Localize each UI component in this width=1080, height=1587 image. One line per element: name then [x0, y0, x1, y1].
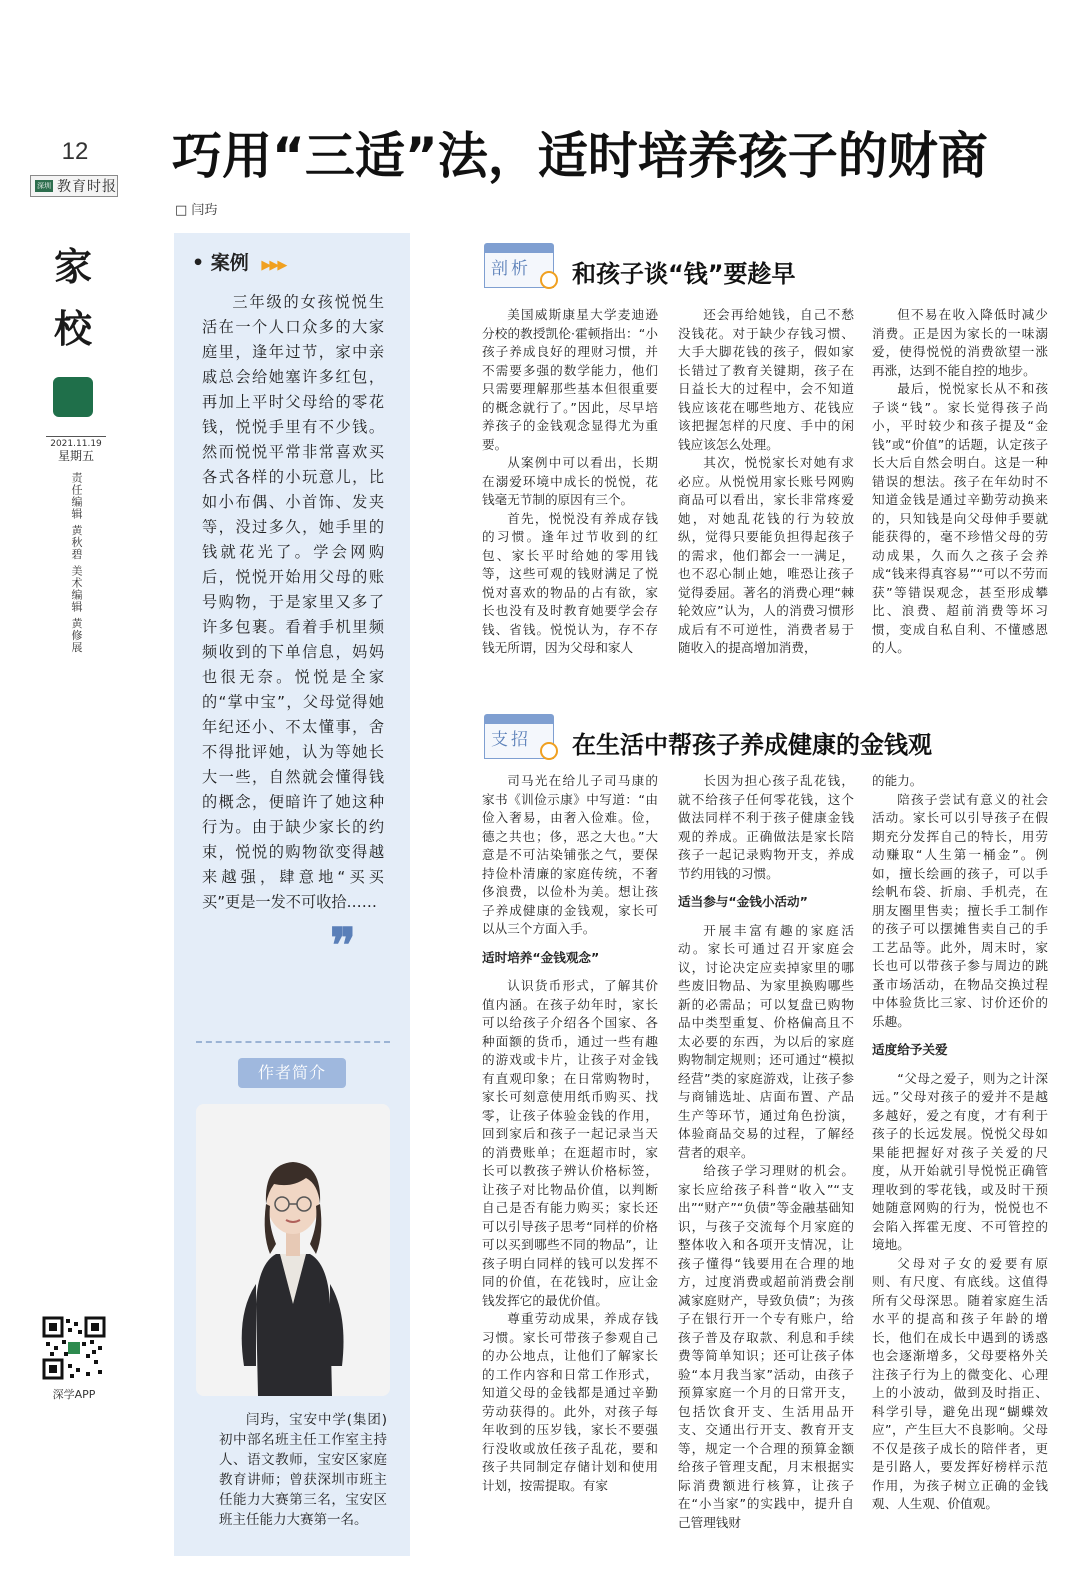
paragraph: “父母之爱子，则为之计深远。”父母对孩子的爱并不是越多越好，爱之有度，才有利于孩子的长远发展。悦悦父母如果能把握好对孩子关爱的尺度，从开始就引导悦悦正确管理收到的零花钱，或及时干预她随意网购的行为，悦悦也不会陷入挥霍无度、不可管控的境地。	[872, 1070, 1048, 1252]
section1-column-1	[482, 306, 658, 658]
case-header	[192, 248, 285, 275]
qr-code-icon[interactable]	[42, 1316, 106, 1380]
paragraph: 美国威斯康星大学麦迪逊分校的教授凯伦·霍顿指出：“小孩子养成良好的理财习惯，并不需要多强的数学能力，他们只需要理解那些基本但很重要的概念就行了。”因此，尽早培养孩子的金钱观念显得尤为重要。	[482, 307, 658, 452]
paragraph: 父母对子女的爱要有原则、有尺度、有底线。这值得所有父母深思。随着家庭生活水平的提高和孩子年龄的增长，他们在成长中遇到的诱惑也会逐渐增多，父母要格外关注孩子行为上的微变化、心理上的小波动，做到及时指正、科学引导，避免出现“蝴蝶效应”，产生巨大不良影响。父母不仅是孩子成长的陪伴者，更是引路人，要发挥好榜样示范作用，为孩子树立正确的金钱观、人生观、价值观。	[872, 1255, 1048, 1511]
author-photo	[196, 1104, 390, 1396]
author-badge: 作者简介	[238, 1058, 346, 1088]
paragraph: 最后，悦悦家长从不和孩子谈“钱”。家长觉得孩子尚小，平时较少和孩子提及“金钱”或“价值”的话题，认定孩子长大后自然会明白。这是一种错误的想法。孩子在年幼时不知道金钱是通过辛勤劳动换来的，只知钱是向父母伸手要就能获得的，毫不珍惜父母的劳动成果，久而久之孩子会养成“钱来得真容易”“可以不劳而获”等错误观念，甚至形成攀比、浪费、超前消费等坏习惯，变成自私自利、不懂感恩的人。	[872, 381, 1048, 655]
editor-credits: 责任编辑 黄秋碧 美术编辑 黄修展	[70, 472, 83, 654]
paragraph: 长因为担心孩子乱花钱，就不给孩子任何零花钱，这个做法同样不利于孩子健康金钱观的养成。正确做法是家长陪孩子一起记录购物开支，养成节约用钱的习惯。	[678, 773, 854, 881]
arrows-icon: ▶▶▶	[261, 258, 286, 273]
paragraph: 陪孩子尝试有意义的社会活动。家长可以引导孩子在假期充分发挥自己的特长，用劳动赚取“人生第一桶金”。例如，擅长绘画的孩子，可以手绘帆布袋、折扇、手机壳，在朋友圈里售卖；擅长手工制作的孩子可以摆摊售卖自己的手工艺品等。此外，周末时，家长也可以带孩子参与周边的跳蚤市场活动，在物品交换过程中体验货比三家、讨价还价的乐趣。	[872, 791, 1048, 1029]
paragraph: 尊重劳动成果，养成存钱习惯。家长可带孩子参观自己的办公地点，让他们了解家长的工作内容和日常工作形式，知道父母的金钱都是通过辛勤劳动获得的。此外，对孩子每年收到的压岁钱，家长不要强行没收或放任孩子乱花，要和孩子共同制定存储计划和使用计划，按需提取。有家	[482, 1311, 658, 1493]
section-char-2: 校	[53, 306, 92, 351]
paragraph: 还会再给她钱，自己不愁没钱花。对于缺少存钱习惯、大手大脚花钱的孩子，假如家长错过了教育关键期，孩子在日益长大的过程中，会不知道钱应该花在哪些地方、花钱应该把握怎样的尺度、手中的闲钱应该怎么处理。	[678, 307, 854, 452]
paragraph: 给孩子学习理财的机会。家长应给孩子科普“收入”“支出”“财产”“负债”等金融基础知识，与孩子交流每个月家庭的整体收入和各项开支情况，让孩子懂得“钱要用在合理的地方，过度消费或超前消费会削减家庭财产，导致负债”；为孩子在银行开一个专有账户，给孩子普及存取款、利息和手续费等简单知识；还可让孩子体验“本月我当家”活动，由孩子预算家庭一个月的日常开支，包括饮食开支、生活用品开支、交通出行开支、教育开支等，规定一个合理的预算金额给孩子管理支配，月末根据实际消费额进行核算，让孩子在“小当家”的实践中，提升自己管理钱财	[678, 1163, 854, 1530]
magnifier-icon	[540, 742, 558, 760]
paragraph: 但不易在收入降低时减少消费。正是因为家长的一味溺爱，使得悦悦的消费欲望一涨再涨，达到不能自控的地步。	[872, 307, 1048, 378]
masthead-tag: 深圳	[37, 182, 51, 190]
tips-badge	[484, 714, 558, 762]
issue-date: 2021.11.19	[46, 436, 106, 449]
section2-column-2	[678, 772, 854, 1532]
newspaper-masthead	[30, 175, 118, 197]
page-number: 12	[61, 138, 89, 165]
section-color-block	[53, 377, 93, 417]
bullet-icon: •	[192, 252, 205, 274]
section1-column-2	[678, 306, 854, 658]
issue-weekday: 星期五	[57, 449, 94, 463]
paragraph: 认识货币形式，了解其价值内涵。在孩子幼年时，家长可以给孩子介绍各个国家、各种面额的货币，通过一些有趣的游戏或卡片，让孩子对金钱有直观印象；在日常购物时，家长可刻意使用纸币购买、找零，让孩子体验金钱的作用，回到家后和孩子一起记录当天的消费账单；在逛超市时，家长可以教孩子辨认价格标签，让孩子对比物品价值，以判断自己是否有能力购买；家长还可以引导孩子思考“同样的价格可以买到哪些不同的物品”，让孩子明白同样的钱可以发挥不同的价值，在花钱时，应让金钱发挥它的最优价值。	[482, 978, 658, 1308]
author-bio: 闫玙，宝安中学(集团)初中部名班主任工作室主持人、语文教师，宝安区家庭教育讲师；曾获深圳市班主任能力大赛第三名，宝安区班主任能力大赛第一名。	[219, 1412, 387, 1528]
qr-label: 深学APP	[52, 1388, 96, 1401]
paragraph: 其次，悦悦家长对她有求必应。从悦悦用家长账号网购商品可以看出，家长非常疼爱她，对她乱花钱的行为较放纵，觉得只要能负担得起孩子的需求，他们都会一一满足，也不忍心制止她，唯恐让孩子觉得委屈。著名的消费心理“棘轮效应”认为，人的消费习惯形成后有不可逆性，消费者易于随收入的提高增加消费，	[678, 455, 854, 655]
section2-column-3	[872, 772, 1048, 1514]
subheading: 适度给予关爱	[872, 1042, 948, 1057]
paragraph: 首先，悦悦没有养成存钱的习惯。逢年过节收到的红包、家长平时给她的零用钱等，这些可观的钱财满足了悦悦对喜欢的物品的占有欲，家长也没有及时教育她要学会存钱、省钱。悦悦认为，存不存钱无所谓，因为父母和家人	[482, 510, 658, 655]
subheading: 适时培养“金钱观念”	[482, 949, 600, 965]
section2-title: 在生活中帮孩子养成健康的金钱观	[572, 731, 932, 759]
quote-icon: ❞	[330, 918, 356, 974]
paragraph: 司马光在给儿子司马康的家书《训俭示康》中写道：“由俭入奢易，由奢入俭难。俭，德之共也；侈，恶之大也。”大意是不可沾染铺张之气，要保持俭朴清廉的家庭传统，不奢侈浪费，以俭朴为美。想让孩子养成健康的金钱观，家长可以从三个方面入手。	[482, 773, 658, 936]
masthead-name: 教育时报	[57, 179, 117, 195]
subheading: 适当参与“金钱小活动”	[678, 894, 808, 909]
byline: □ 闫玙	[175, 203, 218, 218]
paragraph: 开展丰富有趣的家庭活动。家长可通过召开家庭会议，讨论决定应卖掉家里的哪些废旧物品、为家里换购哪些新的必需品；可以复盘已购物品中类型重复、价格偏高且不太必要的东西，为以后的家庭购物制定规则；还可通过“模拟经营”类的家庭游戏，让孩子参与商铺选址、店面布置、产品生产等环节，通过角色扮演，体验商品交易的过程，了解经营者的艰辛。	[678, 922, 854, 1160]
section2-column-1	[482, 772, 658, 1495]
tips-badge-label: 支招	[484, 723, 554, 759]
analysis-badge-label: 剖析	[484, 252, 554, 288]
case-label: 案例	[210, 252, 249, 274]
paragraph: 的能力。	[872, 773, 923, 788]
magnifier-icon	[540, 271, 558, 289]
analysis-badge	[484, 243, 558, 291]
paragraph: 从案例中可以看出，长期在溺爱环境中成长的悦悦，花钱毫无节制的原因有三个。	[482, 455, 658, 507]
article-headline: 巧用“三适”法，适时培养孩子的财商	[172, 127, 988, 185]
divider	[196, 1041, 390, 1043]
section-char-1: 家	[53, 244, 92, 289]
case-story: 三年级的女孩悦悦生活在一个人口众多的大家庭里，逢年过节，家中亲戚总会给她塞许多红包，再加上平时父母给的零花钱，悦悦手里有不少钱。然而悦悦平常非常喜欢买各式各样的小玩意儿，比如小布偶、小首饰、发夹等，没过多久，她手里的钱就花光了。学会网购后，悦悦开始用父母的账号购物，于是家里又多了许多包裹。看着手机里频频收到的下单信息，妈妈也很无奈。悦悦是全家的“掌中宝”，父母觉得她年纪还小、不太懂事，舍不得批评她，认为等她长大一些，自然就会懂得钱的概念，便暗许了她这种行为。由于缺少家长的约束，悦悦的购物欲变得越来越强，肆意地“买买买”更是一发不可收拾……	[202, 293, 384, 911]
section1-title: 和孩子谈“钱”要趁早	[572, 260, 796, 288]
section1-column-3	[872, 306, 1048, 658]
